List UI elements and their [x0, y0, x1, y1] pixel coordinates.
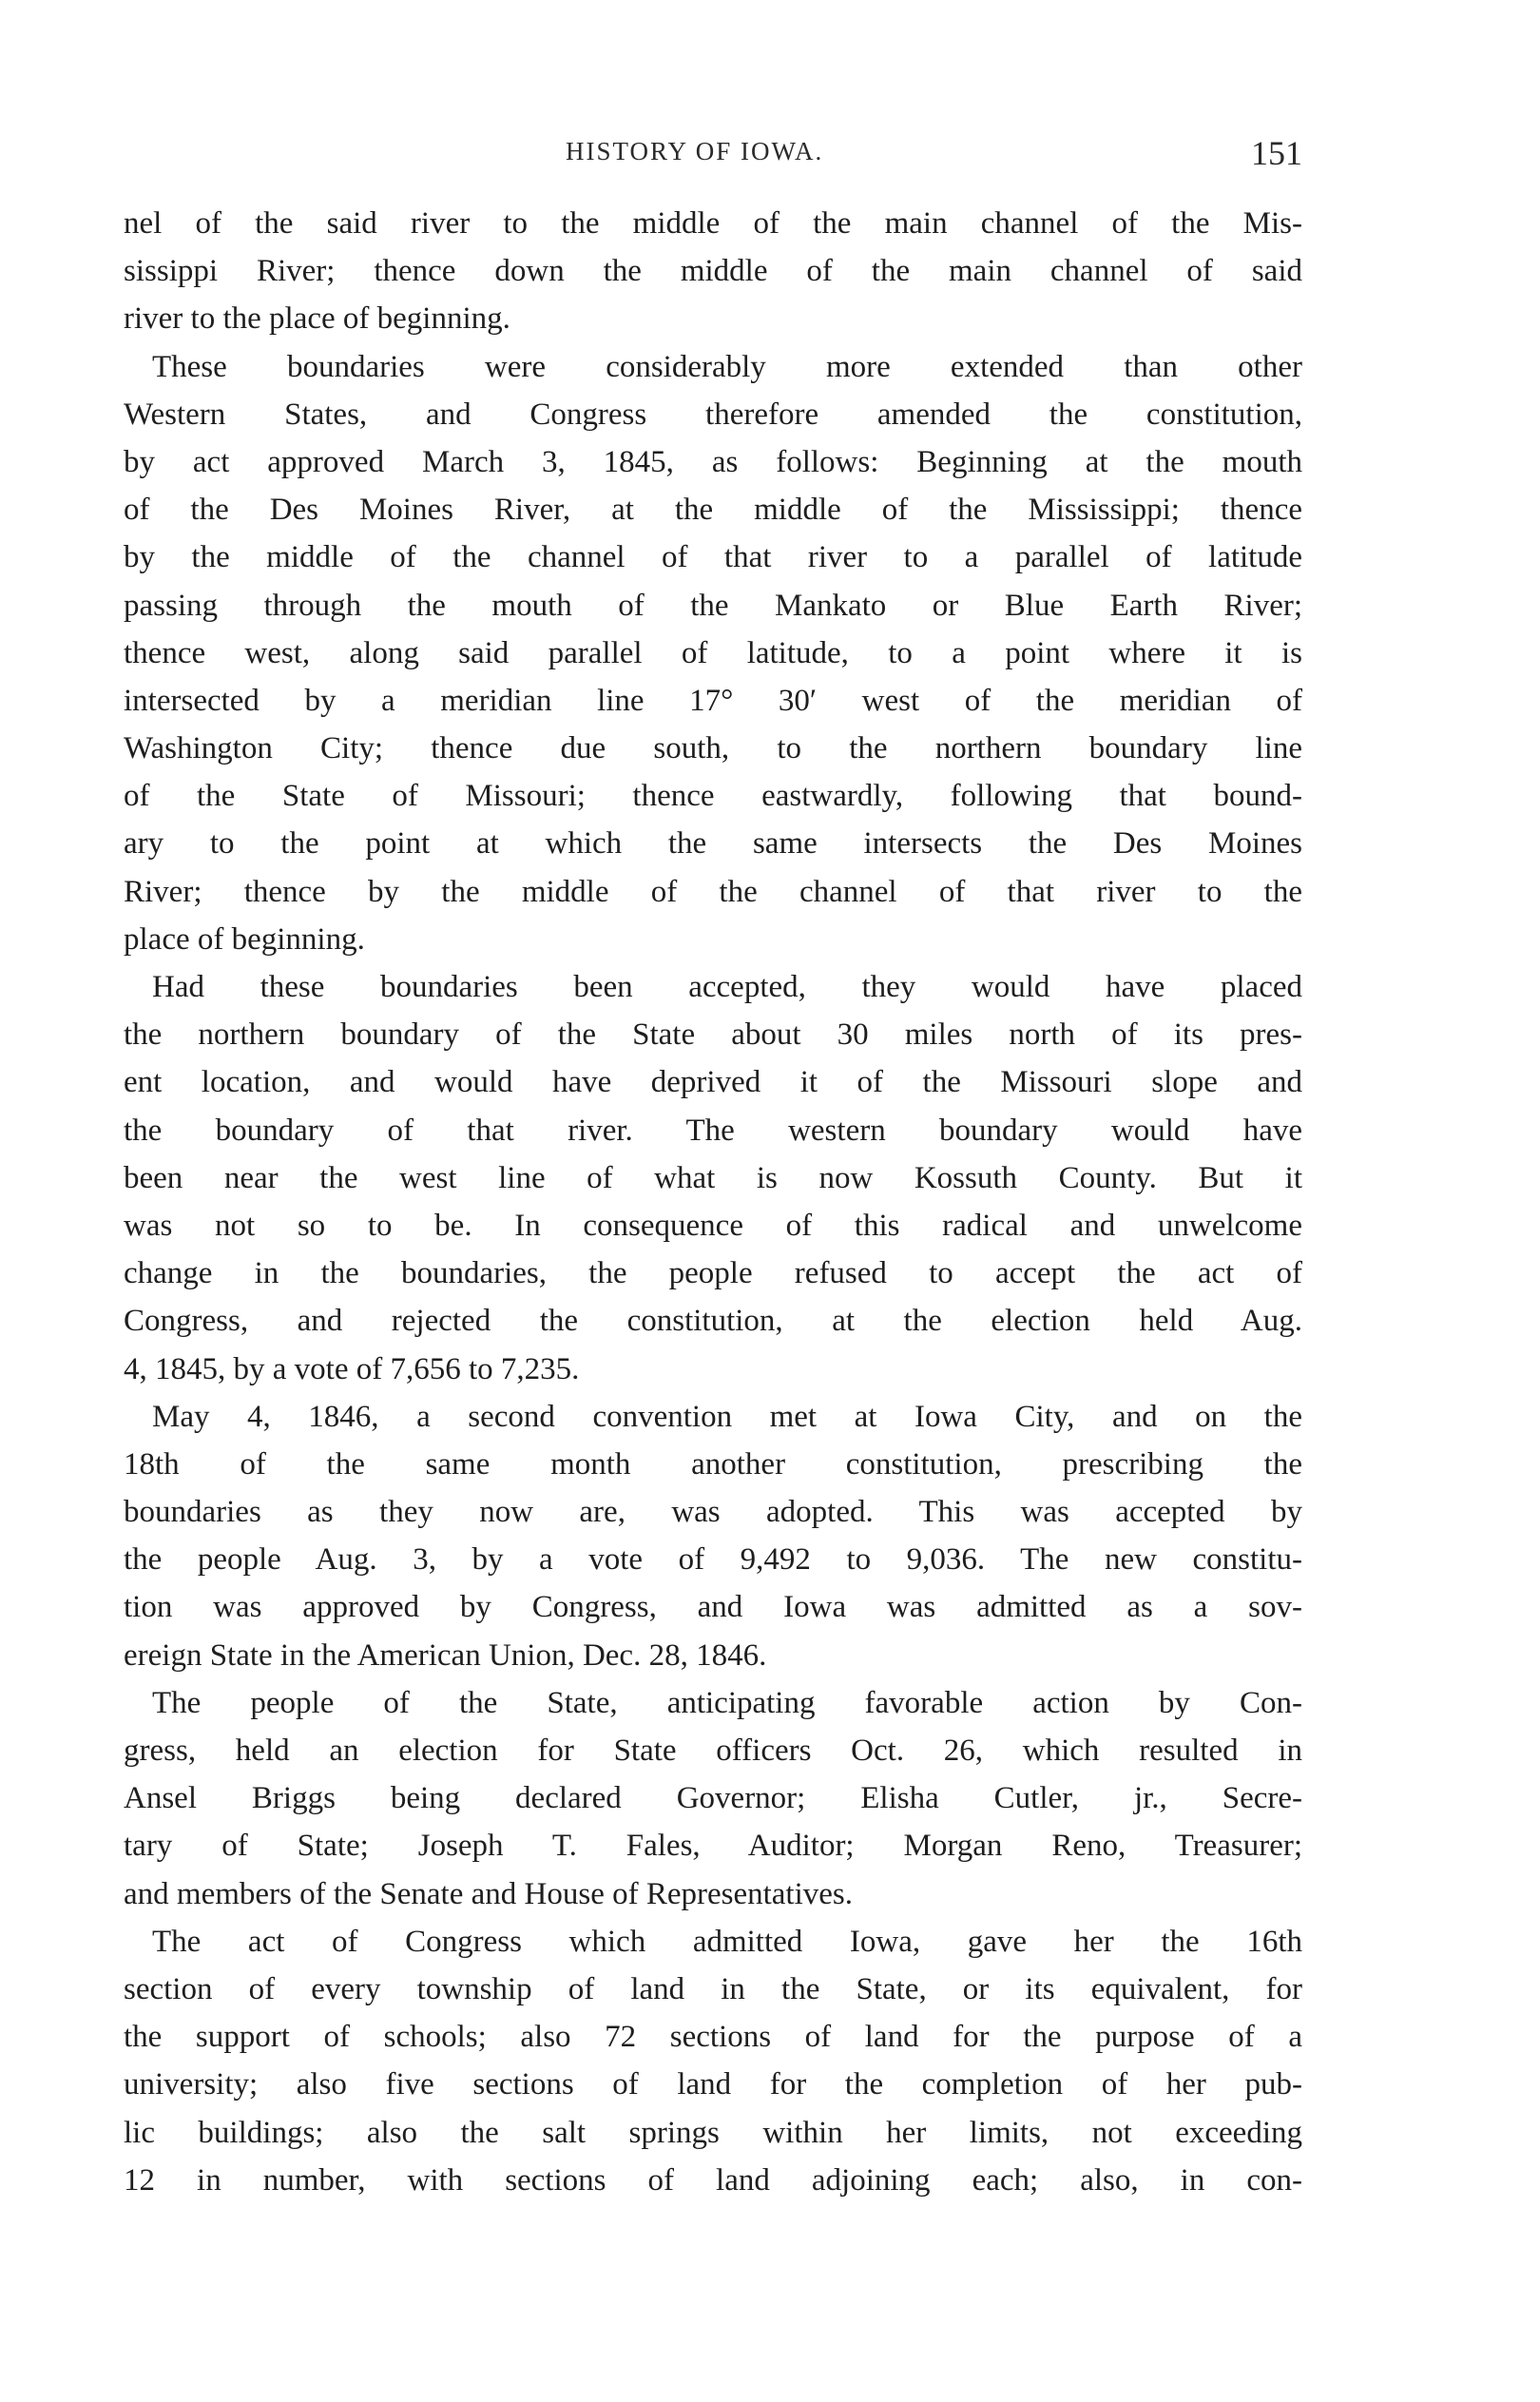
body-text	[124, 200, 1302, 2204]
text-line: Western States, and Congress therefore amended the constitution,	[124, 397, 1302, 432]
text-line: the northern boundary of the State about 30 miles north of its pres-	[124, 1017, 1302, 1053]
text-line: lic buildings; also the salt springs within her limits, not exceeding	[124, 2115, 1302, 2150]
page-header	[124, 133, 1302, 181]
text-line: the people Aug. 3, by a vote of 9,492 to 9,036. The new constitu-	[124, 1542, 1302, 1578]
running-head: HISTORY OF IOWA.	[566, 137, 824, 165]
text-line: ary to the point at which the same intersects the Des Moines	[124, 826, 1302, 862]
text-line: The people of the State, anticipating favorable action by Con-	[152, 1685, 1302, 1720]
text-line: River; thence by the middle of the channel of that river to the	[124, 874, 1302, 909]
text-line: gress, held an election for State officers Oct. 26, which resulted in	[124, 1734, 1302, 1768]
text-line: been near the west line of what is now Kossuth County. But it	[124, 1160, 1302, 1195]
text-line: Ansel Briggs being declared Governor; Elisha Cutler, jr., Secre-	[124, 1781, 1302, 1816]
text-line: sissippi River; thence down the middle of the main channel of said	[124, 254, 1302, 289]
text-line: of the Des Moines River, at the middle of the Mississippi; thence	[124, 493, 1302, 528]
text-line: tary of State; Joseph T. Fales, Auditor; Morgan Reno, Treasurer;	[124, 1829, 1302, 1864]
text-line: ereign State in the American Union, Dec. 28, 1846.	[124, 1637, 767, 1673]
text-line: 18th of the same month another constitution, prescribing the	[124, 1446, 1302, 1482]
text-line: tion was approved by Congress, and Iowa was admitted as a sov-	[124, 1590, 1302, 1625]
text-line: These boundaries were considerably more extended than other	[152, 349, 1302, 384]
text-line: and members of the Senate and House of Representatives.	[124, 1876, 854, 1911]
text-line: change in the boundaries, the people refused to accept the act of	[124, 1256, 1302, 1291]
text-line: ent location, and would have deprived it of the Missouri slope and	[124, 1065, 1302, 1100]
text-line: boundaries as they now are, was adopted. This was accepted by	[124, 1495, 1302, 1530]
text-line: university; also five sections of land for the completion of her pub-	[124, 2067, 1302, 2102]
text-line: was not so to be. In consequence of this radical and unwelcome	[124, 1208, 1302, 1243]
text-line: Had these boundaries been accepted, they would have placed	[152, 970, 1302, 1004]
text-line: passing through the mouth of the Mankato or Blue Earth River;	[124, 588, 1302, 623]
text-line: nel of the said river to the middle of the main channel of the Mis-	[124, 206, 1302, 241]
text-line: intersected by a meridian line 17° 30′ west of the meridian of	[124, 683, 1302, 718]
text-line: river to the place of beginning.	[124, 301, 510, 337]
text-line: the support of schools; also 72 sections of land for the purpose of a	[124, 2020, 1302, 2055]
text-line: section of every township of land in the State, or its equivalent, for	[124, 1971, 1302, 2006]
text-line: 12 in number, with sections of land adjoining each; also, in con-	[124, 2162, 1302, 2198]
text-line: May 4, 1846, a second convention met at Iowa City, and on the	[152, 1399, 1302, 1434]
text-line: Washington City; thence due south, to the northern boundary line	[124, 731, 1302, 766]
text-line: Congress, and rejected the constitution, at the election held Aug.	[124, 1304, 1302, 1339]
text-line: 4, 1845, by a vote of 7,656 to 7,235.	[124, 1351, 580, 1386]
text-line: The act of Congress which admitted Iowa, gave her the 16th	[152, 1924, 1302, 1959]
text-line: thence west, along said parallel of latitude, to a point where it is	[124, 635, 1302, 670]
text-line: place of beginning.	[124, 921, 365, 957]
text-line: the boundary of that river. The western boundary would have	[124, 1113, 1302, 1148]
text-line: of the State of Missouri; thence eastwardly, following that bound-	[124, 779, 1302, 814]
page-number: 151	[1251, 134, 1302, 172]
text-line: by act approved March 3, 1845, as follows: Beginning at the mouth	[124, 444, 1302, 479]
text-line: by the middle of the channel of that river to a parallel of latitude	[124, 540, 1302, 575]
